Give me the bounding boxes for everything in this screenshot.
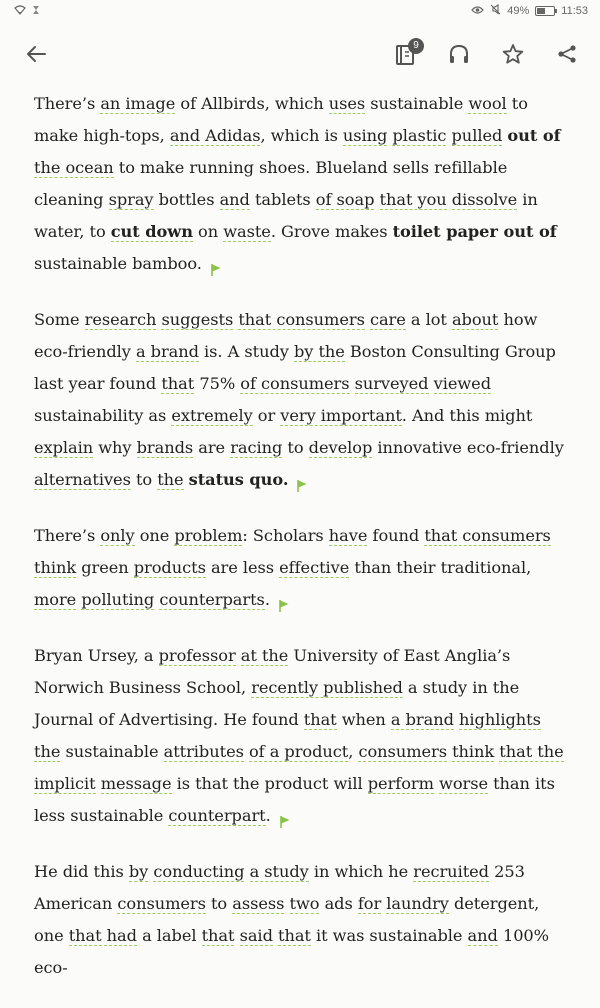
text-run: toilet paper out of [392, 222, 557, 241]
highlighted-term[interactable]: laundry [386, 894, 449, 913]
highlighted-term[interactable]: waste [223, 222, 271, 241]
clock: 11:53 [561, 5, 588, 17]
text-run: green [76, 558, 134, 577]
highlighted-term[interactable]: brands [136, 438, 194, 457]
flag-icon[interactable] [296, 472, 308, 486]
share-button[interactable] [549, 38, 585, 74]
text-run: bottles [153, 190, 220, 209]
text-run: 100% eco- [34, 926, 550, 977]
highlighted-term[interactable]: alternatives [34, 470, 131, 489]
highlighted-term[interactable]: about [451, 310, 499, 329]
text-run: when [336, 710, 391, 729]
text-run: University of East Anglia’s Norwich Business School, [34, 646, 511, 697]
highlighted-term[interactable]: that consumers [238, 310, 365, 329]
highlighted-term[interactable]: highlights [459, 710, 541, 729]
highlighted-term[interactable]: that had [68, 926, 137, 945]
highlighted-term[interactable]: of a product [248, 742, 349, 761]
text-run [244, 862, 249, 881]
star-icon [502, 43, 524, 69]
highlighted-term[interactable]: of soap [315, 190, 375, 209]
text-run: than its less sustainable [34, 774, 555, 825]
text-run: tablets [249, 190, 316, 209]
text-run: a lot [405, 310, 452, 329]
text-run: to [130, 470, 158, 489]
highlighted-term[interactable]: plastic [392, 126, 447, 145]
text-run: one [134, 526, 175, 545]
highlighted-term[interactable]: by the [293, 342, 345, 361]
wifi-icon [14, 5, 26, 18]
text-run [96, 774, 101, 793]
highlighted-term[interactable]: that [278, 926, 311, 945]
highlighted-term[interactable]: consumers [117, 894, 206, 913]
text-run: why [93, 438, 137, 457]
highlighted-term[interactable]: and [219, 190, 250, 209]
highlighted-term[interactable]: problem [174, 526, 243, 545]
highlighted-term[interactable]: dissolve [451, 190, 518, 209]
text-run: of Allbirds, which [175, 94, 329, 113]
highlighted-term[interactable]: at the [240, 646, 289, 665]
highlighted-term[interactable]: that [303, 710, 337, 729]
text-run: , which is [260, 126, 343, 145]
text-run: how eco-friendly [34, 310, 538, 361]
highlighted-term[interactable]: the ocean [34, 158, 114, 177]
text-run: 253 American [34, 862, 525, 913]
highlighted-term[interactable]: the [34, 742, 61, 761]
highlighted-term[interactable]: a brand [135, 342, 199, 361]
text-run: are less [205, 558, 280, 577]
text-run: . [265, 806, 271, 825]
highlighted-term[interactable]: develop [308, 438, 373, 457]
text-run: it was sustainable [310, 926, 468, 945]
highlighted-term[interactable]: worse [439, 774, 488, 793]
highlighted-term[interactable]: spray [108, 190, 154, 209]
text-run: sustainability as [34, 406, 172, 425]
text-run: 75% [194, 374, 241, 393]
text-run: There’s [34, 94, 101, 113]
highlighted-term[interactable]: counterparts [159, 590, 265, 609]
highlighted-term[interactable]: recruited [413, 862, 489, 881]
notebook-count-badge: 9 [408, 38, 424, 54]
text-run: a study in the Journal of Advertising. He found [34, 678, 520, 729]
text-run: . Grove makes [270, 222, 393, 241]
share-icon [557, 44, 577, 68]
highlighted-term[interactable]: effective [279, 558, 350, 577]
flag-icon[interactable] [279, 808, 291, 822]
text-run: on [192, 222, 224, 241]
text-run: ads [319, 894, 358, 913]
highlighted-term[interactable]: an image [100, 94, 176, 113]
highlighted-term[interactable]: only [100, 526, 135, 545]
text-run: found [367, 526, 425, 545]
highlighted-term[interactable]: and Adidas [169, 126, 261, 145]
highlighted-term[interactable]: message [100, 774, 172, 793]
highlighted-term[interactable]: racing [230, 438, 283, 457]
article-paragraph[interactable] [34, 88, 568, 280]
text-run: in which he [308, 862, 414, 881]
back-button[interactable] [18, 38, 54, 74]
text-run [374, 190, 379, 209]
text-run [429, 374, 434, 393]
highlighted-term[interactable]: implicit [34, 774, 96, 793]
highlighted-term[interactable]: professor [158, 646, 236, 665]
battery-percent: 49% [507, 5, 530, 17]
highlighted-term[interactable]: said [239, 926, 273, 945]
article-body [34, 88, 568, 1008]
text-run: Boston Consulting Group last year found [34, 342, 556, 393]
highlighted-term[interactable]: a brand [390, 710, 454, 729]
highlighted-term[interactable]: products [133, 558, 206, 577]
reader-toolbar [0, 24, 600, 88]
highlighted-term[interactable]: viewed [433, 374, 492, 393]
highlighted-term[interactable]: of consumers [240, 374, 350, 393]
highlighted-term[interactable]: conducting [153, 862, 245, 881]
highlighted-term[interactable]: for [357, 894, 382, 913]
highlighted-term[interactable]: care [369, 310, 406, 329]
favorite-button[interactable] [495, 38, 531, 74]
text-run [447, 190, 452, 209]
text-run: is that the product will [171, 774, 368, 793]
highlighted-term[interactable]: think [452, 742, 495, 761]
text-run: than their traditional, [349, 558, 532, 577]
text-run: to [205, 894, 233, 913]
highlighted-term[interactable]: polluting [81, 590, 155, 609]
article-paragraph[interactable] [34, 640, 568, 832]
text-run: : Scholars [242, 526, 329, 545]
flag-icon[interactable] [210, 256, 222, 270]
text-run: . And this might [401, 406, 533, 425]
text-run: sustainable bamboo. [34, 254, 202, 273]
text-run [446, 126, 451, 145]
headphones-icon [448, 44, 470, 68]
highlighted-term[interactable]: by [128, 862, 149, 881]
highlighted-term[interactable]: using [342, 126, 388, 145]
highlighted-term[interactable]: surveyed [354, 374, 429, 393]
highlighted-term[interactable]: explain [34, 438, 94, 457]
highlighted-term[interactable]: and [467, 926, 498, 945]
text-run: in water, to [34, 190, 538, 241]
highlighted-term[interactable]: very important [280, 406, 402, 425]
highlighted-term[interactable]: research [84, 310, 157, 329]
highlighted-term[interactable]: wool [468, 94, 507, 113]
highlighted-term[interactable]: extremely [171, 406, 253, 425]
text-run: Some [34, 310, 85, 329]
highlighted-term[interactable]: that [161, 374, 195, 393]
text-run: innovative eco-friendly [372, 438, 564, 457]
text-run: a label [136, 926, 202, 945]
text-run: to make high-tops, [34, 94, 528, 145]
highlighted-term[interactable]: cut down [110, 222, 193, 241]
listen-button[interactable] [441, 38, 477, 74]
highlighted-term[interactable]: two [289, 894, 320, 913]
text-run: is. A study [198, 342, 294, 361]
highlighted-term[interactable]: more [34, 590, 77, 609]
highlighted-term[interactable]: recently published [251, 678, 403, 697]
text-run [350, 374, 355, 393]
highlighted-term[interactable]: perform [367, 774, 434, 793]
highlighted-term[interactable]: a study [249, 862, 309, 881]
hourglass-icon [32, 5, 40, 18]
highlighted-term[interactable]: counterpart [168, 806, 266, 825]
arrow-left-icon [26, 45, 46, 67]
highlighted-term[interactable]: have [328, 526, 368, 545]
highlighted-term[interactable]: that the [499, 742, 564, 761]
text-run: He did this [34, 862, 129, 881]
mute-icon [490, 4, 501, 18]
highlighted-term[interactable]: that you [379, 190, 447, 209]
text-run: There’s [34, 526, 101, 545]
text-run: or [252, 406, 281, 425]
highlighted-term[interactable]: attributes [163, 742, 244, 761]
text-run: detergent, one [34, 894, 540, 945]
highlighted-term[interactable]: the [157, 470, 184, 489]
highlighted-term[interactable]: assess [232, 894, 285, 913]
eye-icon [471, 5, 484, 18]
text-run: to make running shoes. Blueland sells refillable cleaning [34, 158, 508, 209]
text-run: sustainable [365, 94, 469, 113]
text-run: are [193, 438, 231, 457]
text-run: to [282, 438, 309, 457]
highlighted-term[interactable]: think [34, 558, 77, 577]
text-run: , [348, 742, 359, 761]
text-run: sustainable [60, 742, 164, 761]
highlighted-term[interactable]: suggests [161, 310, 234, 329]
article-paragraph[interactable] [34, 856, 568, 984]
text-run: . [264, 590, 270, 609]
article-paragraph[interactable] [34, 520, 568, 616]
text-run: Bryan Ursey, a [34, 646, 159, 665]
flag-icon[interactable] [278, 592, 290, 606]
highlighted-term[interactable]: that [201, 926, 235, 945]
highlighted-term[interactable]: pulled [451, 126, 503, 145]
highlighted-term[interactable]: consumers [358, 742, 447, 761]
status-bar [0, 0, 600, 24]
highlighted-term[interactable]: that consumers [424, 526, 551, 545]
text-run: status quo. [188, 470, 289, 489]
highlighted-term[interactable]: uses [328, 94, 366, 113]
battery-icon [535, 6, 555, 16]
text-run [234, 926, 239, 945]
article-paragraph[interactable] [34, 304, 568, 496]
text-run [284, 894, 289, 913]
notebook-button[interactable] [388, 38, 424, 74]
text-run: out of [507, 126, 561, 145]
